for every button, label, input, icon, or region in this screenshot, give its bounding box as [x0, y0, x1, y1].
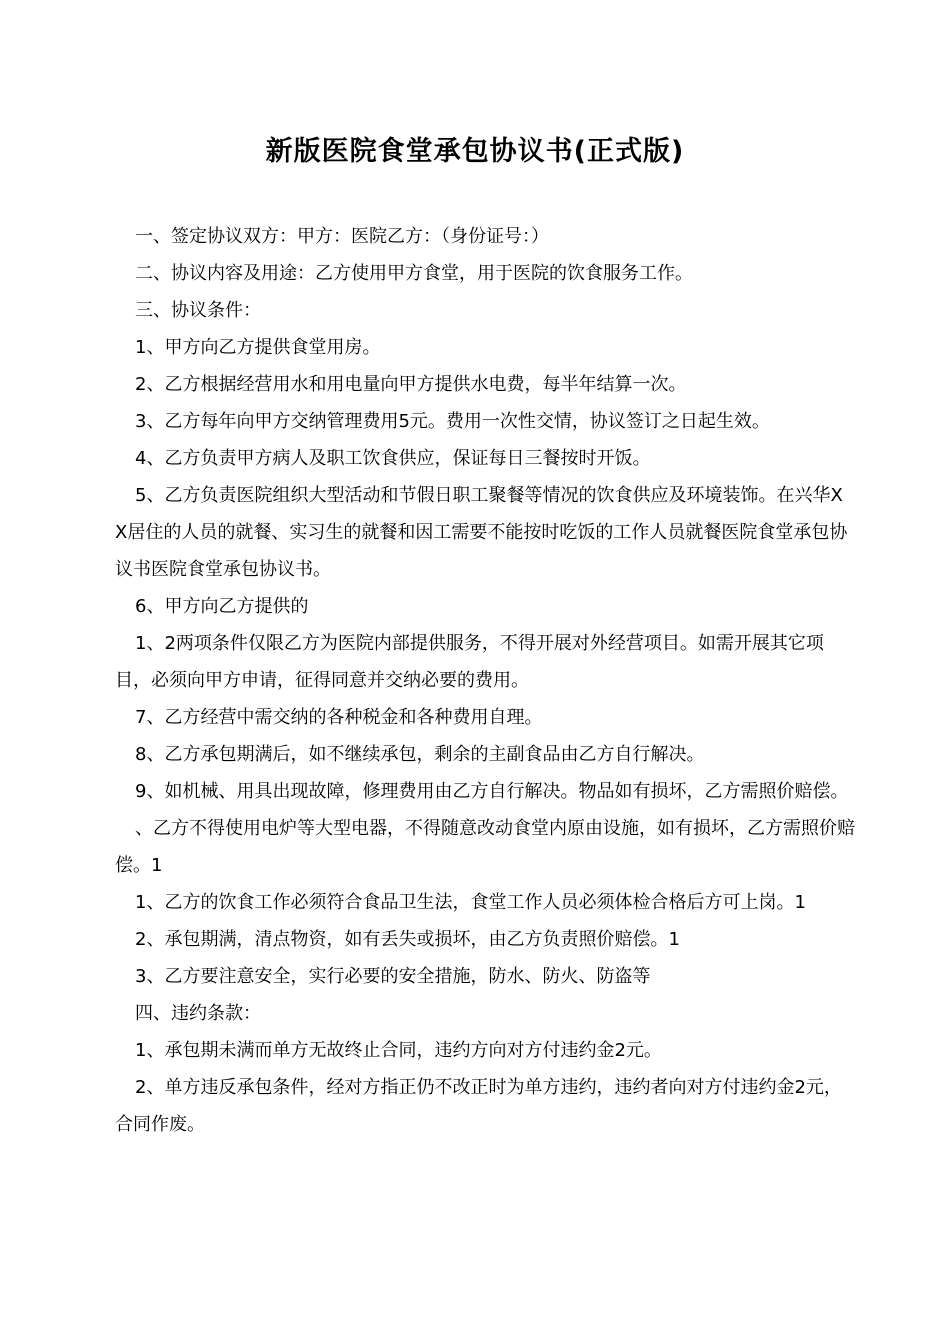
paragraph-item: 2、单方违反承包条件，经对方指正仍不改正时为单方违约，违约者向对方付违约金2元，合同作废。	[115, 1077, 842, 1135]
paragraph-item: 7、乙方经营中需交纳的各种税金和各种费用自理。	[135, 707, 543, 728]
paragraph-item: 2、乙方根据经营用水和用电量向甲方提供水电费，每半年结算一次。	[135, 374, 687, 395]
document-title: 新版医院食堂承包协议书(正式版)	[265, 136, 685, 167]
paragraph-content-purpose: 二、协议内容及用途：乙方使用甲方食堂，用于医院的饮食服务工作。	[135, 263, 693, 284]
paragraph-item: 3、乙方要注意安全，实行必要的安全措施，防水、防火、防盗等	[135, 966, 651, 987]
document-body	[115, 218, 855, 1143]
paragraph-breach-heading: 四、违约条款：	[135, 1003, 261, 1024]
paragraph-item: 1、承包期未满而单方无故终止合同，违约方向对方付违约金2元。	[135, 1040, 662, 1061]
paragraph-item: 、乙方不得使用电炉等大型电器，不得随意改动食堂内原由设施，如有损坏，乙方需照价赔偿。1	[115, 818, 855, 876]
paragraph-item: 2、承包期满，清点物资，如有丢失或损坏，由乙方负责照价赔偿。1	[135, 929, 680, 950]
paragraph-item: 5、乙方负责医院组织大型活动和节假日职工聚餐等情况的饮食供应及环境装饰。在兴华XX居住的人员的就餐、实习生的就餐和因工需要不能按时吃饭的工作人员就餐医院食堂承包协议书医院食堂承包协议书。	[115, 485, 848, 580]
paragraph-conditions-heading: 三、协议条件：	[135, 300, 261, 321]
paragraph-parties: 一、签定协议双方：甲方：医院乙方：（身份证号：）	[135, 226, 549, 247]
paragraph-item: 3、乙方每年向甲方交纳管理费用5元。费用一次性交情，协议签订之日起生效。	[135, 411, 770, 432]
paragraph-item: 4、乙方负责甲方病人及职工饮食供应，保证每日三餐按时开饭。	[135, 448, 651, 469]
paragraph-item: 6、甲方向乙方提供的	[135, 596, 309, 617]
paragraph-item: 1、2两项条件仅限乙方为医院内部提供服务，不得开展对外经营项目。如需开展其它项目，必须向甲方申请，征得同意并交纳必要的费用。	[115, 633, 824, 691]
paragraph-item: 9、如机械、用具出现故障，修理费用由乙方自行解决。物品如有损坏，乙方需照价赔偿。	[135, 781, 849, 802]
paragraph-item: 1、甲方向乙方提供食堂用房。	[135, 337, 381, 358]
paragraph-item: 8、乙方承包期满后，如不继续承包，剩余的主副食品由乙方自行解决。	[135, 744, 705, 765]
paragraph-item: 1、乙方的饮食工作必须符合食品卫生法，食堂工作人员必须体检合格后方可上岗。1	[135, 892, 806, 913]
